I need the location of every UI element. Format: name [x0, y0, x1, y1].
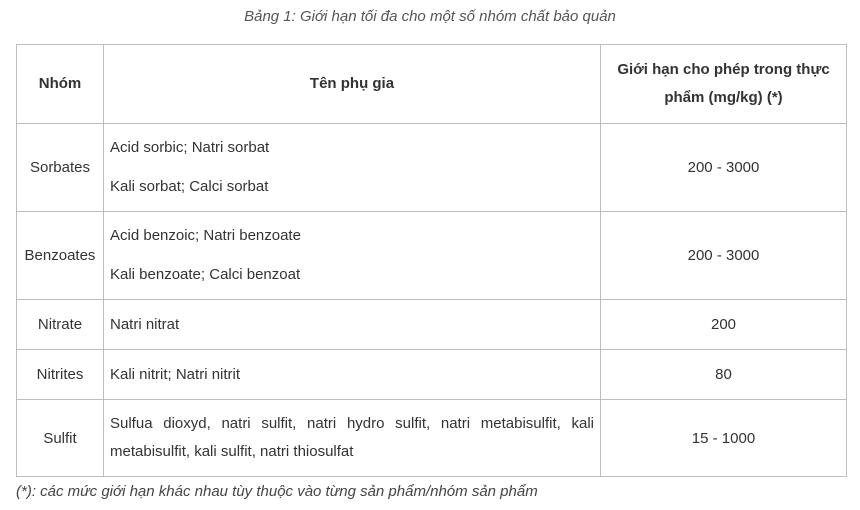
additive-cell — [104, 350, 601, 400]
additive-line: Natri nitrat — [110, 315, 180, 333]
preservative-limits-table — [16, 44, 847, 477]
additive-line: Acid sorbic; Natri sorbat — [110, 139, 270, 156]
limit-cell: 15 - 1000 — [601, 400, 847, 477]
additive-cell: Sulfua dioxyd, natri sulfit, natri hydro sulfit, natri metabisulfit, kali metabisulfit, kali sulfit, natri thiosulfat — [104, 400, 601, 477]
group-cell: Sulfit — [17, 400, 104, 477]
table-caption: Bảng 1: Giới hạn tối đa cho một số nhóm chất bảo quản — [244, 8, 616, 25]
table-row — [17, 124, 847, 212]
table-row — [17, 350, 847, 400]
additive-line: Acid benzoic; Natri benzoate — [110, 227, 301, 244]
group-cell: Benzoates — [17, 212, 104, 300]
group-cell: Nitrites — [17, 350, 104, 400]
table-row — [17, 300, 847, 350]
limit-cell: 80 — [601, 350, 847, 400]
header-group: Nhóm — [17, 45, 104, 124]
additive-cell — [104, 124, 601, 212]
additive-line: Kali nitrit; Natri nitrit — [110, 365, 241, 383]
group-cell: Nitrate — [17, 300, 104, 350]
additive-cell — [104, 212, 601, 300]
additive-line: Kali sorbat; Calci sorbat — [110, 178, 269, 195]
table-row — [17, 400, 847, 477]
table-row — [17, 212, 847, 300]
table-footnote: (*): các mức giới hạn khác nhau tùy thuộc vào từng sản phẩm/nhóm sản phẩm — [16, 483, 538, 500]
additive-line: Kali benzoate; Calci benzoat — [110, 266, 301, 283]
group-cell: Sorbates — [17, 124, 104, 212]
limit-cell: 200 - 3000 — [601, 212, 847, 300]
limit-cell: 200 — [601, 300, 847, 350]
table-header-row — [17, 45, 847, 124]
header-additive: Tên phụ gia — [104, 45, 601, 124]
limit-cell: 200 - 3000 — [601, 124, 847, 212]
additive-cell — [104, 300, 601, 350]
header-limit: Giới hạn cho phép trong thực phẩm (mg/kg) (*) — [601, 45, 847, 124]
